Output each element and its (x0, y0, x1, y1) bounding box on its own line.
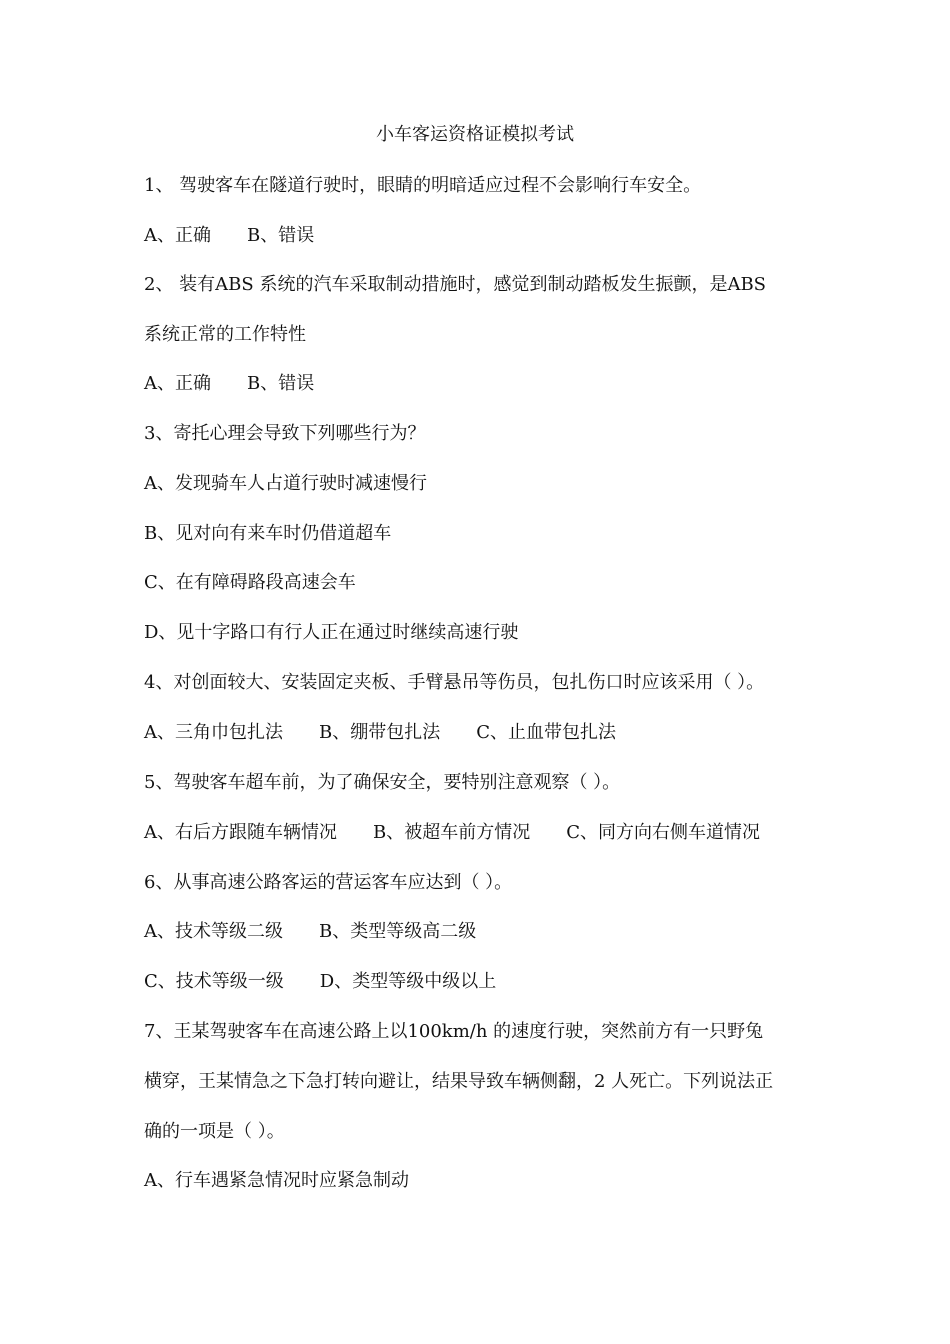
question-7-option-a: A、行车遇紧急情况时应紧急制动 (144, 1170, 409, 1191)
question-5-text: 5、驾驶客车超车前，为了确保安全，要特别注意观察（ ）。 (144, 772, 621, 793)
question-2-options (144, 371, 824, 397)
question-3-option-d: D、见十字路口有行人正在通过时继续高速行驶 (144, 622, 519, 643)
question-2-text-cont: 系统正常的工作特性 (144, 324, 306, 345)
option-a: A、三角巾包扎法 (144, 722, 283, 743)
question-6-options-row1 (144, 919, 824, 945)
question-5-options (144, 820, 824, 846)
question-1-options (144, 223, 824, 249)
option-b: B、类型等级高二级 (319, 921, 477, 942)
question-3-text: 3、寄托心理会导致下列哪些行为？ (144, 423, 426, 444)
question-3-option-c: C、在有障碍路段高速会车 (144, 572, 356, 593)
option-b: B、错误 (247, 373, 315, 394)
option-c: C、止血带包扎法 (476, 722, 617, 743)
page-title: 小车客运资格证模拟考试 (376, 124, 574, 145)
option-c: C、技术等级一级 (144, 971, 284, 992)
question-2-text: 2、 装有ABS 系统的汽车采取制动措施时，感觉到制动踏板发生振颤，是ABS (144, 274, 767, 295)
question-3-option-b: B、见对向有来车时仍借道超车 (144, 523, 392, 544)
question-4-text: 4、对创面较大、安装固定夹板、手臂悬吊等伤员，包扎伤口时应该采用（ ）。 (144, 672, 765, 693)
option-b: B、被超车前方情况 (373, 822, 531, 843)
question-3-option-a: A、发现骑车人占道行驶时减速慢行 (144, 473, 427, 494)
option-a: A、技术等级二级 (144, 921, 283, 942)
option-b: B、错误 (247, 225, 315, 246)
option-a: A、正确 (144, 225, 211, 246)
option-d: D、类型等级中级以上 (319, 971, 497, 992)
question-7-text-cont-2: 确的一项是（ ）。 (144, 1121, 285, 1142)
option-b: B、绷带包扎法 (319, 722, 441, 743)
question-6-text: 6、从事高速公路客运的营运客车应达到（ ）。 (144, 872, 513, 893)
question-4-options (144, 720, 824, 746)
option-a: A、右后方跟随车辆情况 (144, 822, 337, 843)
option-a: A、正确 (144, 373, 211, 394)
question-7-text-cont-1: 横穿，王某情急之下急打转向避让，结果导致车辆侧翻，2 人死亡。下列说法正 (144, 1071, 774, 1092)
question-1-text: 1、 驾驶客车在隧道行驶时，眼睛的明暗适应过程不会影响行车安全。 (144, 175, 702, 196)
question-7-text: 7、王某驾驶客车在高速公路上以100km/h 的速度行驶，突然前方有一只野兔 (144, 1021, 764, 1042)
option-c: C、同方向右侧车道情况 (566, 822, 761, 843)
question-6-options-row2 (144, 969, 824, 995)
